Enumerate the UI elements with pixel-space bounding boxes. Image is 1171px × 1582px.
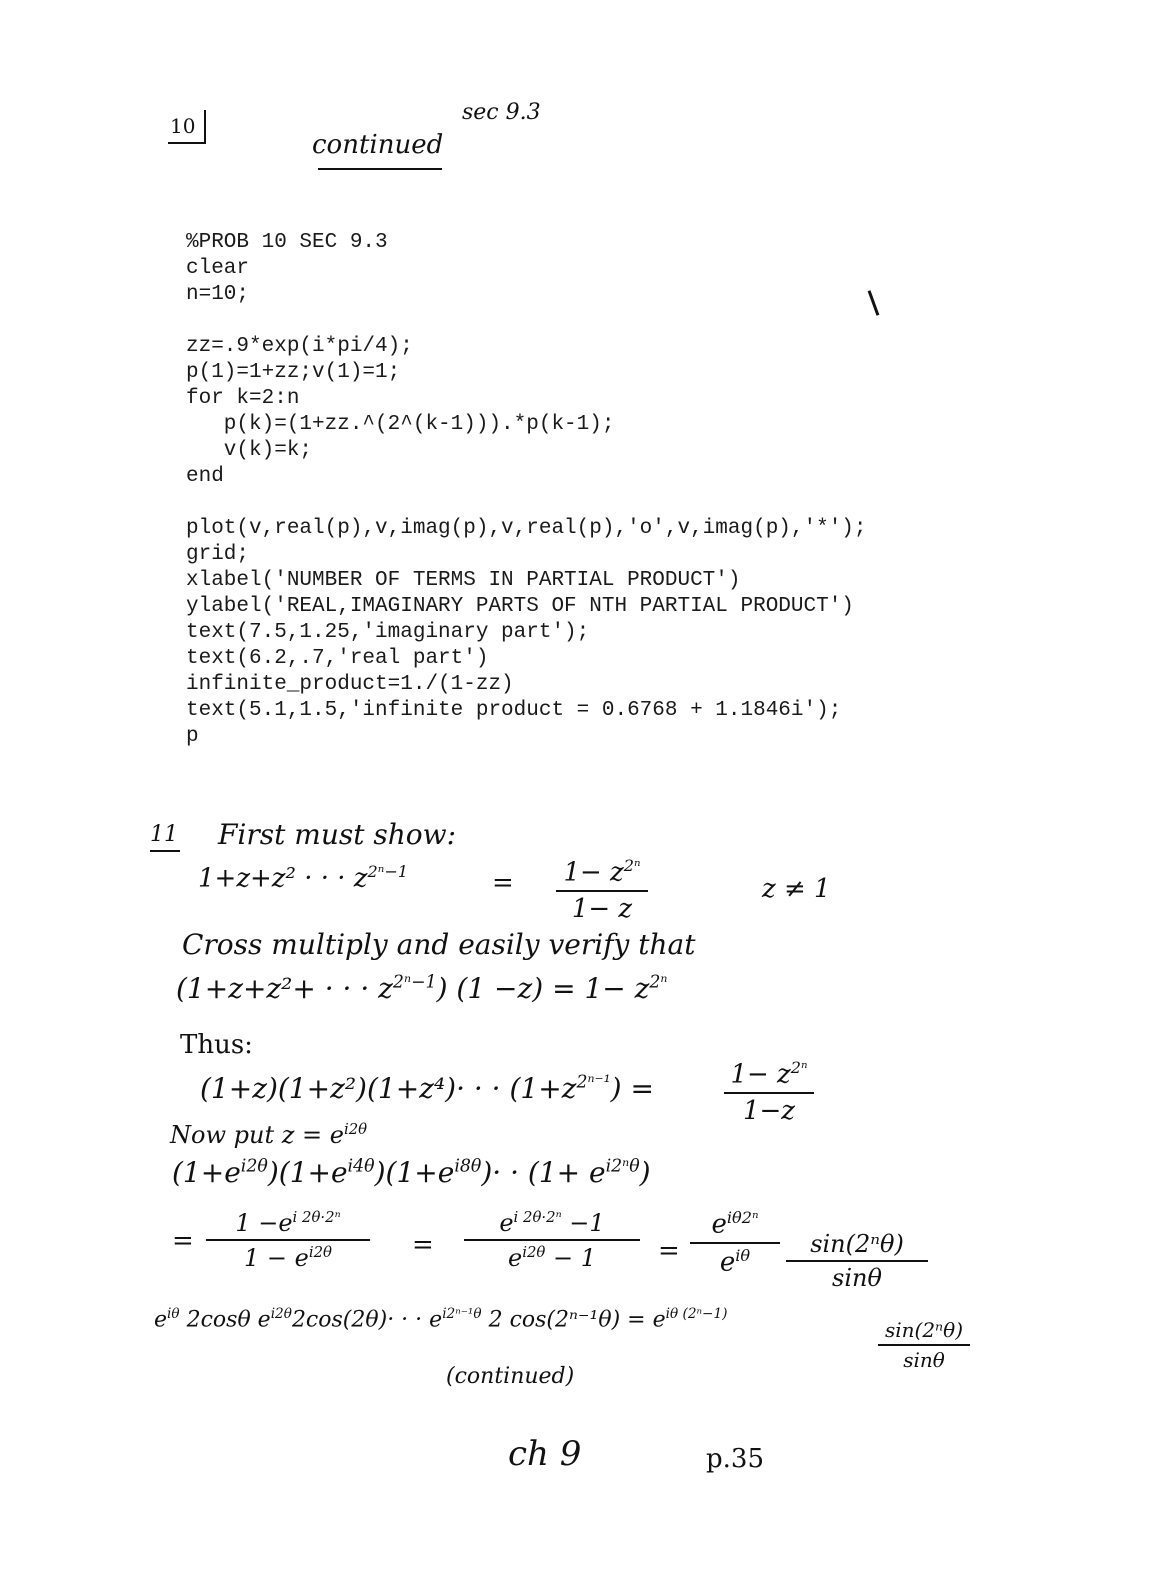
code-line: zz=.9*exp(i*pi/4); [186, 335, 413, 358]
problem-number: 10 [170, 114, 196, 138]
section-label: sec 9.3 [462, 100, 541, 125]
eq2: (1+z+z²+ · · · $z^{2^n-1}$) $(1 -z) = 1- z^{2^n}$ [176, 972, 668, 1005]
stray-mark [868, 290, 880, 315]
code-line: p [186, 725, 199, 748]
eq1-fraction: $1- z^{2^n}$ 1− z [556, 856, 648, 924]
eq1-equals: = [492, 868, 514, 898]
eq5-equals: = [172, 1226, 194, 1256]
thus-label: Thus: [180, 1030, 253, 1060]
eq5-fraction-2: $e^{i 2\theta\cdot 2^n} -1$ $e^{i2\theta} - 1$ [464, 1208, 640, 1272]
eq3-fraction: $1- z^{2^n}$ 1−z [724, 1058, 814, 1126]
continued-footer-note: (continued) [446, 1364, 575, 1389]
code-line [186, 308, 867, 334]
matlab-code-listing [186, 230, 867, 750]
code-line: p(1)=1+zz;v(1)=1; [186, 361, 401, 384]
code-line: n=10; [186, 283, 250, 306]
code-line: xlabel('NUMBER OF TERMS IN PARTIAL PRODUCT') [186, 569, 741, 592]
code-line: text(5.1,1.5,'infinite product = 0.6768 + 1.1846i'); [186, 699, 842, 722]
eq4: $(1+e^{i2\theta})(1+e^{i4\theta})(1+e^{i8\theta})\cdot \cdot (1+ e^{i2^n\theta})$ [172, 1156, 651, 1189]
code-line: v(k)=k; [186, 439, 313, 462]
problem-11-number: 11 [150, 822, 178, 847]
problem-11-underline [150, 850, 180, 852]
eq1-condition: z ≠ 1 [762, 874, 831, 904]
chapter-label: ch 9 [508, 1434, 582, 1474]
page-label: p.35 [706, 1444, 764, 1474]
eq5-fraction-3: $e^{i\theta 2^n}$ $e^{i\theta}$ [690, 1208, 780, 1277]
code-line: text(6.2,.7,'real part') [186, 647, 489, 670]
eq5-fraction-4: sin(2ⁿθ) sinθ [786, 1230, 928, 1292]
code-line [186, 490, 867, 516]
code-line: infinite_product=1./(1-zz) [186, 673, 514, 696]
continued-heading: continued [312, 130, 444, 160]
eq5-fraction-1: $1 -e^{i 2\theta\cdot 2^n}$ $1 - e^{i2\theta}$ [206, 1208, 370, 1272]
now-put-text: Now put $z = e^{i2\theta}$ [170, 1120, 368, 1149]
code-line: clear [186, 257, 250, 280]
eq6: $e^{i\theta}$ 2cosθ $e^{i2\theta}2\cos(2\theta)\cdot$ · · $e^{i2^{n-1}\theta}$ 2 $\cos(2^{n-1}\theta) = e^{i\theta (2^n-1)}$ [154, 1306, 728, 1333]
code-line: text(7.5,1.25,'imaginary part'); [186, 621, 590, 644]
cross-multiply-text: Cross multiply and easily verify that [182, 928, 696, 961]
code-line: p(k)=(1+zz.^(2^(k-1))).*p(k-1); [186, 413, 615, 436]
eq5-equals-2: = [412, 1230, 434, 1260]
eq3-lhs: (1+z)(1+z²)(1+z⁴)· · · $(1+z^{2^{n-1}})$ = [200, 1072, 654, 1105]
eq6-fraction: sin(2ⁿθ) sinθ [878, 1318, 970, 1372]
code-line: ylabel('REAL,IMAGINARY PARTS OF NTH PARTIAL PRODUCT') [186, 595, 854, 618]
code-line: for k=2:n [186, 387, 300, 410]
code-line: end [186, 465, 224, 488]
eq1-lhs: 1+z+z² · · · $z^{2^n-1}$ [198, 862, 409, 894]
code-line: %PROB 10 SEC 9.3 [186, 231, 388, 254]
continued-underline [318, 168, 442, 170]
eq5-equals-3: = [658, 1236, 680, 1266]
code-line: plot(v,real(p),v,imag(p),v,real(p),'o',v,imag(p),'*'); [186, 517, 867, 540]
problem-11-intro: First must show: [218, 818, 457, 851]
code-line: grid; [186, 543, 250, 566]
